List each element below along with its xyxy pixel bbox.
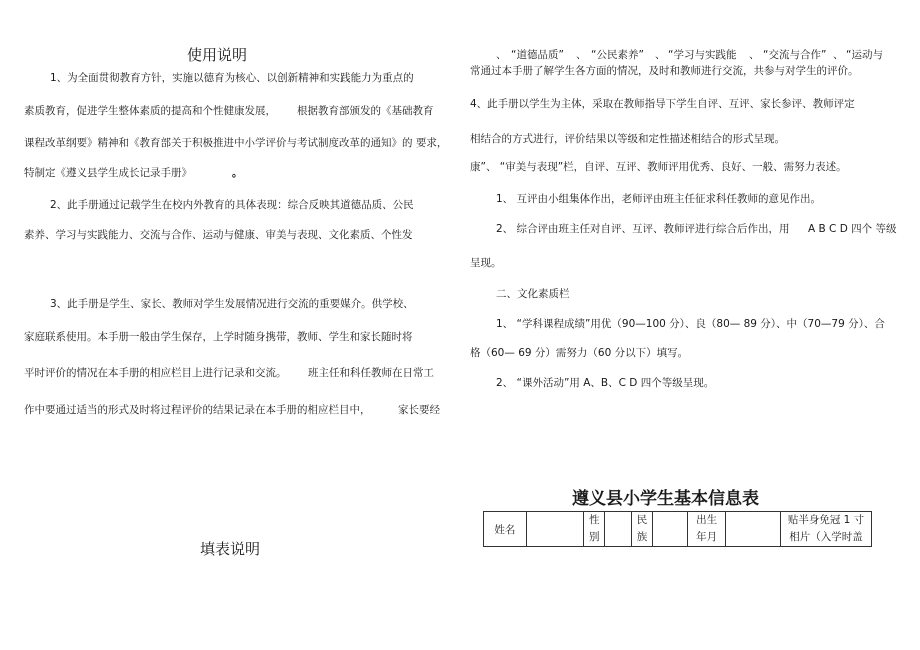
- birth-cell[interactable]: [726, 512, 781, 547]
- top-frag-1: “道德品质”: [511, 49, 564, 61]
- p1-line2: 素质教育，促进学生整体素质的提高和个性健康发展，: [24, 105, 276, 117]
- p3-line1: 3、此手册是学生、家长、教师对学生发展情况进行交流的重要媒介。供学校、: [50, 298, 414, 310]
- p4-line1: 4、此手册以学生为主体，采取在教师指导下学生自评、互评、家长参评、教师评定: [470, 98, 855, 110]
- fill-instructions-title: 填表说明: [200, 540, 261, 558]
- culture-item-1: 1、 “学科课程成绩”用优（90—100 分）、良（80— 89 分）、中（70—79 分）、合: [496, 318, 885, 330]
- culture-section-title: 二、文化素质栏: [496, 288, 570, 300]
- top-frag-7: “交流与合作”: [763, 49, 827, 61]
- p4-line2: 相结合的方式进行，评价结果以等级和定性描述相结合的形式呈现。: [470, 133, 785, 145]
- p3-line4b: 家长要经: [398, 404, 440, 416]
- p2-line1: 2、此手册通过记载学生在校内外教育的具体表现：综合反映其道德品质、公民: [50, 199, 414, 211]
- photo-area: 贴半身免冠 1 寸 相片（入学时盖: [781, 512, 872, 547]
- student-info-table: [483, 511, 872, 547]
- name-label: 姓名: [484, 512, 527, 547]
- eval-item-2-end: 呈现。: [470, 257, 502, 269]
- top-frag-0: 、: [496, 49, 507, 61]
- top-frag-3: “公民素养”: [591, 49, 644, 61]
- p3-line2: 家庭联系使用。本手册一般由学生保存，上学时随身携带，教师、学生和家长随时将: [24, 331, 413, 343]
- p2-line2: 素养、学习与实践能力、交流与合作、运动与健康、审美与表现、文化素质、个性发: [24, 229, 413, 241]
- gender-label: 性 别: [584, 512, 605, 547]
- eval-item-2: 2、 综合评由班主任对自评、互评、教师评进行综合后作出，用: [496, 223, 790, 235]
- p3-line4: 作中要通过适当的形式及时将过程评价的结果记录在本手册的相应栏目中，: [24, 404, 371, 416]
- usage-title: 使用说明: [187, 46, 248, 64]
- top-line2: 常通过本手册了解学生各方面的情况，及时和教师进行交流，共参与对学生的评价。: [470, 65, 859, 77]
- ethnic-label: 民 族: [632, 512, 653, 547]
- top-frag-8: 、: [833, 49, 844, 61]
- p3-line3b: 班主任和科任教师在日常工: [308, 367, 434, 379]
- top-frag-2: 、: [576, 49, 587, 61]
- culture-item-1b: 格（60— 69 分）需努力（60 分以下）填写。: [470, 347, 689, 359]
- info-table-title: 遵义县小学生基本信息表: [572, 489, 759, 509]
- p1-line3: 课程改革纲要》精神和《教育部关于积极推进中小学评价与考试制度改革的通知》的 要求，: [24, 137, 448, 149]
- gender-cell[interactable]: [605, 512, 632, 547]
- eval-item-1: 1、 互评由小组集体作出，老师评由班主任征求科任教师的意见作出。: [496, 193, 822, 205]
- p3-line3: 平时评价的情况在本手册的相应栏目上进行记录和交流。: [24, 367, 287, 379]
- birth-label: 出生 年月: [687, 512, 726, 547]
- top-frag-5: “学习与实践能: [668, 49, 737, 61]
- eval-item-2-grades: A B C D 四个 等级: [808, 223, 897, 235]
- p1-period: 。: [232, 167, 243, 179]
- kang-line: 康”、 “审美与表现”栏，自评、互评、教师评用优秀、良好、一般、需努力表述。: [470, 161, 847, 173]
- top-frag-6: 、: [749, 49, 760, 61]
- top-frag-9: “运动与: [846, 49, 883, 61]
- ethnic-cell[interactable]: [652, 512, 687, 547]
- p1-line2b: 根据教育部颁发的《基础教育: [297, 105, 434, 117]
- p1-line1: 1、为全面贯彻教育方针，实施以德育为核心、以创新精神和实践能力为重点的: [50, 72, 414, 84]
- name-cell[interactable]: [526, 512, 584, 547]
- top-frag-4: 、: [655, 49, 666, 61]
- p1-line4: 特制定《遵义县学生成长记录手册》: [24, 167, 192, 179]
- culture-item-2: 2、 “课外活动”用 A、B、C D 四个等级呈现。: [496, 377, 715, 389]
